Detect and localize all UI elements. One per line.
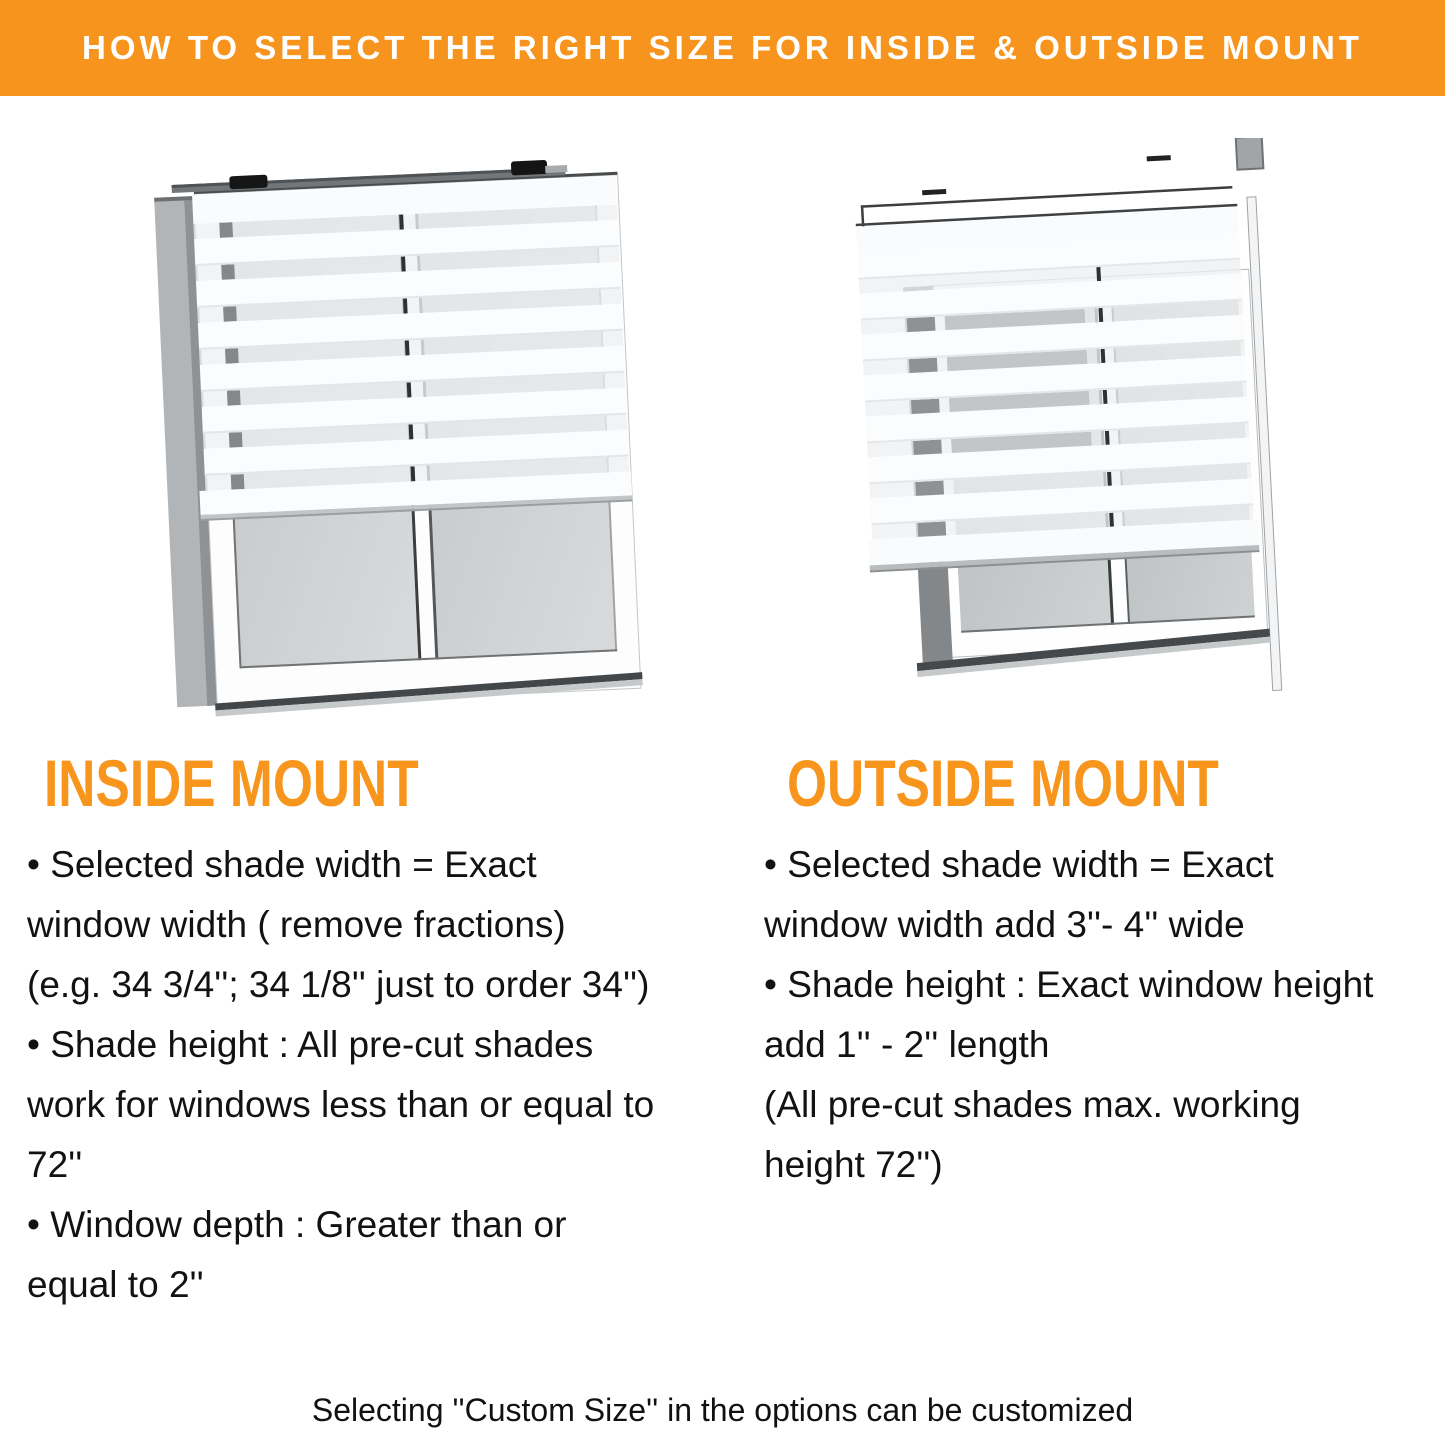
inside-mount-illustration	[125, 145, 670, 720]
inside-mount-heading-text: INSIDE MOUNT	[44, 746, 419, 820]
inside-mount-heading	[44, 746, 524, 820]
text-line: (All pre-cut shades max. working	[764, 1084, 1301, 1125]
mounting-bracket	[1236, 138, 1264, 170]
outside-mount-window-drawing	[855, 138, 1315, 730]
outside-mount-heading	[787, 746, 1341, 820]
text-line: • Shade height : All pre-cut shades	[27, 1024, 594, 1065]
text-line: window width add 3''- 4'' wide	[764, 904, 1245, 945]
banner	[0, 0, 1445, 96]
outside-mount-bullets	[764, 835, 1444, 1195]
banner-title: HOW TO SELECT THE RIGHT SIZE FOR INSIDE & OUTSIDE MOUNT	[82, 29, 1363, 66]
zebra-shade	[855, 204, 1259, 573]
text-line: • Window depth : Greater than or	[27, 1204, 567, 1245]
text-line: • Shade height : Exact window height	[764, 964, 1374, 1005]
text-line: add 1'' - 2'' length	[764, 1024, 1050, 1065]
custom-size-note: Selecting ''Custom Size'' in the options can be customized	[311, 1392, 1134, 1428]
text-line: equal to 2''	[27, 1264, 204, 1305]
text-line: • Selected shade width = Exact	[27, 844, 537, 885]
outside-mount-heading-text: OUTSIDE MOUNT	[787, 746, 1219, 820]
outside-mount-illustration	[855, 138, 1315, 730]
text-line: work for windows less than or equal to	[27, 1084, 655, 1125]
text-line: window width ( remove fractions)	[27, 904, 566, 945]
inside-mount-window-drawing	[125, 145, 670, 720]
zebra-shade	[186, 177, 632, 521]
inside-mount-bullets	[27, 835, 707, 1315]
text-line: (e.g. 34 3/4''; 34 1/8'' just to order 34'')	[27, 964, 650, 1005]
text-line: • Selected shade width = Exact	[764, 844, 1274, 885]
text-line: height 72'')	[764, 1144, 943, 1185]
text-line: 72''	[27, 1144, 83, 1185]
